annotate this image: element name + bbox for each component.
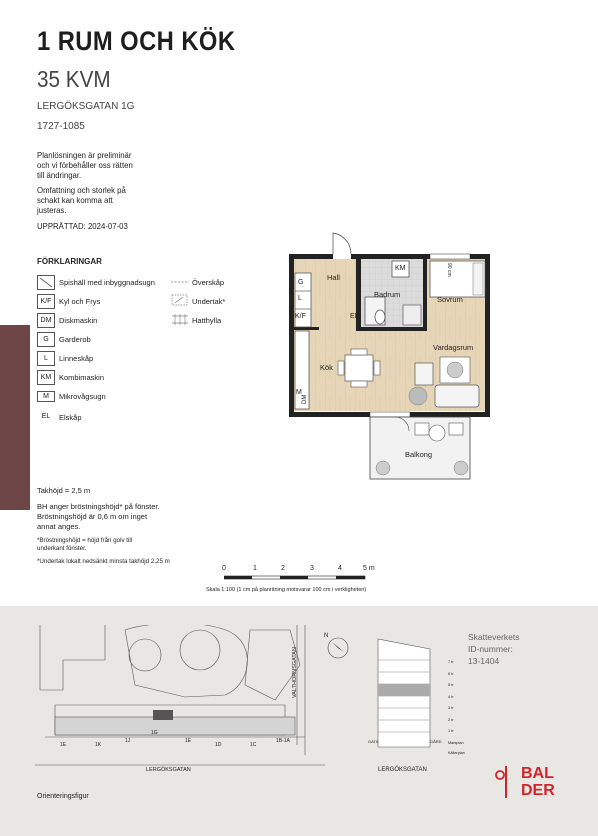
tax-line: Skatteverkets <box>468 632 520 642</box>
tag-g: G <box>298 279 304 286</box>
tag-el: EL <box>350 313 359 320</box>
tag-km: KM <box>395 265 406 272</box>
notes-shaft <box>37 186 126 216</box>
info-line: Bröstningshöjd är 0,6 m om inget <box>37 512 148 521</box>
room-bathroom: Badrum <box>374 290 401 299</box>
floor-label: 2 tr <box>448 717 454 722</box>
scale-tick: 3 <box>310 565 314 572</box>
room-balcony: Balkong <box>405 450 433 459</box>
tag-m: M <box>296 389 302 396</box>
legend-code: M <box>37 391 55 402</box>
logo-line: BAL <box>521 765 554 782</box>
room-kitchen: Kök <box>320 363 333 372</box>
bed-width: 90 cm <box>446 263 452 277</box>
info-line: BH anger bröstningshöjd* på fönster. <box>37 502 160 511</box>
legend-code: G <box>37 332 55 347</box>
legend-label: Hatthylla <box>192 316 222 325</box>
floor-label: 5 tr <box>448 683 454 687</box>
wall <box>485 254 490 417</box>
wall <box>423 259 427 331</box>
lowered-ceiling-icon <box>171 294 189 307</box>
wall <box>289 254 294 417</box>
floor-label: Markplan <box>448 740 464 745</box>
legend-label: Kombimaskin <box>59 373 105 382</box>
entrance-label: 1K <box>95 742 102 748</box>
balder-logo <box>521 765 555 799</box>
entrance-g: 1G <box>151 730 158 736</box>
scale-tick: 4 <box>338 565 342 572</box>
stove-icon <box>37 275 55 290</box>
entrance-label: 1C <box>250 742 257 748</box>
note-line: till ändringar. <box>37 171 82 180</box>
elevation-floors <box>448 657 465 757</box>
info-line: underkant fönster. <box>37 545 87 552</box>
note-line: justeras. <box>37 206 67 215</box>
entrance-label: 1B-1A <box>276 738 290 744</box>
legend-label: Kyl och Frys <box>59 297 101 306</box>
scale-ticks <box>222 565 375 575</box>
tag-dm: DM <box>302 394 308 404</box>
scale-tick: 1 <box>253 565 257 572</box>
info-line: *Bröstningshöjd = höjd från golv till <box>37 537 133 544</box>
balder-logo-icon <box>494 766 508 798</box>
legend-code: K/F <box>37 294 55 309</box>
note-line: schakt kan komma att <box>37 196 113 205</box>
overhead-cabinet-icon <box>171 278 189 286</box>
bh-info <box>37 502 160 532</box>
tax-line: ID-nummer: <box>468 644 513 654</box>
north-arrow-icon <box>326 636 350 660</box>
legend-code: KM <box>37 370 55 385</box>
room-living: Vardagsrum <box>433 343 474 352</box>
floor-label: Källarplan <box>448 751 465 755</box>
scale-bar <box>224 575 374 581</box>
tag-l: L <box>298 295 302 302</box>
floor-plan <box>285 225 495 485</box>
legend-label: Elskåp <box>59 413 82 422</box>
hat-shelf-icon <box>171 313 189 326</box>
scale-caption: Skala 1:100 (1 cm på planritning motsvarar 100 cm i verkligheten) <box>206 587 367 593</box>
site-map <box>35 625 325 775</box>
floor-label: 4 tr <box>448 694 454 699</box>
legend-label: Undertak* <box>192 297 226 306</box>
legend-label: Spishäll med inbyggnadsugn <box>59 278 155 287</box>
wall <box>294 327 319 330</box>
ceiling-height: Takhöjd = 2,5 m <box>37 486 91 495</box>
tag-kf: K/F <box>295 313 306 320</box>
elevation-gard: GÅRD <box>430 739 442 744</box>
room-hall: Hall <box>327 273 340 282</box>
scale-tick: 5 m <box>363 565 375 572</box>
object-id: 1727-1085 <box>37 121 85 132</box>
entrance-label: 1E <box>60 742 67 748</box>
room-bedroom: Sovrum <box>437 295 463 304</box>
north-label: N <box>324 633 329 639</box>
floor-label: 6 tr <box>448 671 454 676</box>
apartment-address: LERGÖKSGATAN 1G <box>37 101 135 112</box>
legend-code: EL <box>41 413 51 420</box>
legend-title: FÖRKLARINGAR <box>37 257 102 266</box>
tax-id <box>468 631 520 667</box>
entrance-label: 1J <box>125 738 131 744</box>
legend-label: Garderob <box>59 335 91 344</box>
scale-tick: 0 <box>222 565 226 572</box>
footnote-bh <box>37 537 132 553</box>
legend-code: DM <box>37 313 55 328</box>
entrance-label: 1D <box>215 742 222 748</box>
legend-code: L <box>37 351 55 366</box>
info-line: annat anges. <box>37 522 81 531</box>
legend-label: Överskåp <box>192 278 225 287</box>
wall <box>356 259 361 331</box>
street-valthorn: VALTHORNSGATAN <box>292 647 298 698</box>
wall <box>356 327 426 331</box>
floor-label: 7 tr <box>448 660 454 664</box>
scale-tick: 2 <box>281 565 285 572</box>
notes-preliminary <box>37 151 133 181</box>
legend-label: Linneskåp <box>59 354 94 363</box>
floor-label: 3 tr <box>448 706 454 710</box>
elevation-street: LERGÖKSGATAN <box>378 767 427 773</box>
floor-label: 1 tr <box>448 729 454 733</box>
tax-line: 13-1404 <box>468 656 500 666</box>
side-accent-bar <box>0 325 30 510</box>
legend-label: Mikrovågsugn <box>59 392 106 401</box>
page-title: 1 RUM OCH KÖK <box>37 26 236 56</box>
note-line: och vi förbehåller oss rätten <box>37 161 133 170</box>
logo-line: DER <box>521 782 555 799</box>
apartment-area: 35 KVM <box>37 66 111 92</box>
entrance-label: 1E <box>185 738 192 744</box>
note-line: Omfattning och storlek på <box>37 186 126 195</box>
created-date: UPPRÄTTAD: 2024-07-03 <box>37 222 128 231</box>
footnote-ceiling: *Undertak lokalt nedsänkt minsta takhöjd 2,25 m <box>37 558 170 565</box>
orientation-caption: Orienteringsfigur <box>37 793 89 800</box>
street-lergok: LERGÖKSGATAN <box>146 767 191 773</box>
legend-label: Diskmaskin <box>59 316 98 325</box>
building-elevation <box>370 637 440 749</box>
note-line: Planlösningen är preliminär <box>37 151 132 160</box>
elevation-gata: GATA <box>368 739 379 744</box>
